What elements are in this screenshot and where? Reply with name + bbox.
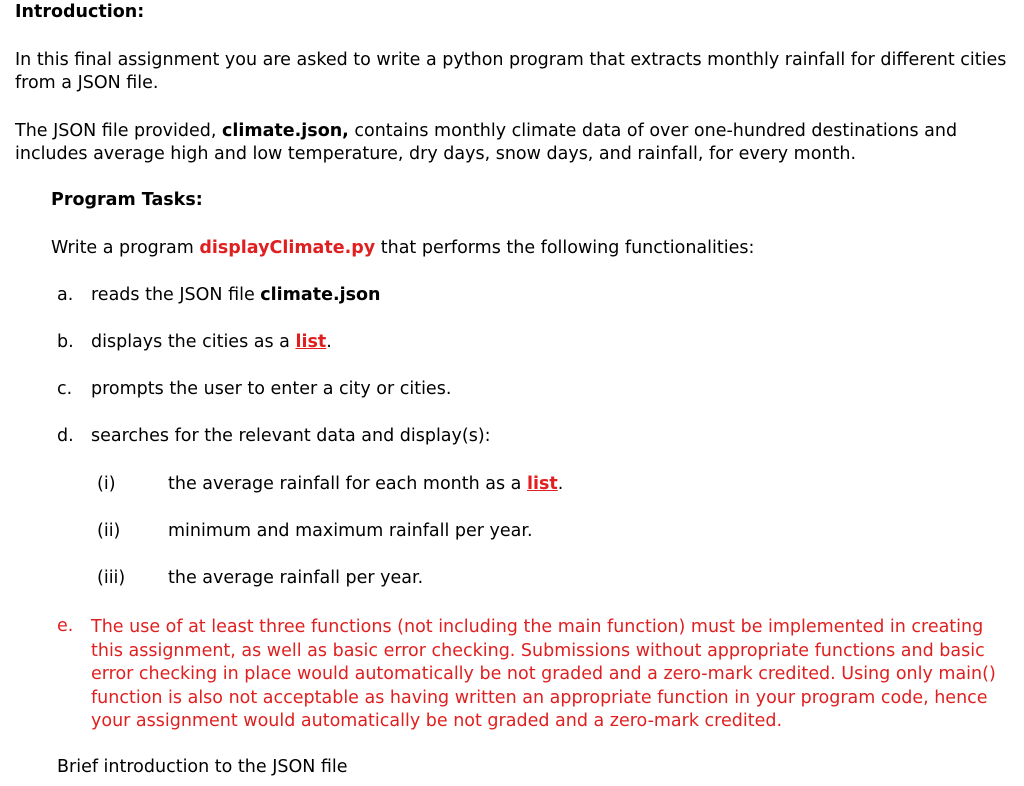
item-b-label: b. bbox=[57, 332, 74, 352]
json-description-text-end: contains monthly climate data of over one-hundred destinations and includes average high and low temperature, dry days, snow days, and rainfall, for every month. bbox=[15, 121, 958, 164]
subitem-iii-label: (iii) bbox=[97, 568, 126, 588]
tasks-heading: Program Tasks: bbox=[51, 190, 203, 210]
subitem-i-text-end: . bbox=[557, 474, 564, 494]
item-a-text bbox=[91, 285, 381, 305]
item-a-text-start: reads the JSON file bbox=[91, 285, 261, 305]
intro-paragraph: In this final assignment you are asked to write a python program that extracts monthly rainfall for different cities from a JSON file. bbox=[15, 50, 1007, 93]
subitem-i-text bbox=[168, 474, 563, 494]
subitem-i-text-start: the average rainfall for each month as a bbox=[168, 474, 527, 494]
write-program-line bbox=[51, 238, 754, 258]
program-name: displayClimate.py bbox=[199, 238, 376, 258]
json-description-text-start: The JSON file provided, bbox=[15, 121, 222, 141]
item-e-text: The use of at least three functions (not including the main function) must be implemented in creating this assignment, as well as basic error checking. Submissions without appropriate functions and basic error checking in place would automatically be not graded and a zero-mark credited. Using only main() function is also not acceptable as having written an appropriate function in your program code, hence your assignment would automatically be not graded and a zero-mark credited. bbox=[91, 617, 996, 731]
subitem-i-label: (i) bbox=[97, 474, 116, 494]
item-b-text-end: . bbox=[326, 332, 332, 352]
item-e-label: e. bbox=[57, 616, 74, 636]
write-line-start: Write a program bbox=[51, 238, 200, 258]
item-a-filename: climate.json bbox=[260, 285, 381, 305]
write-line-end: that performs the following functionalities: bbox=[375, 238, 755, 258]
subitem-ii-text: minimum and maximum rainfall per year. bbox=[168, 521, 533, 541]
subitem-iii-text: the average rainfall per year. bbox=[168, 568, 424, 588]
item-d-text: searches for the relevant data and display(s): bbox=[91, 426, 491, 446]
item-c-label: c. bbox=[57, 379, 73, 399]
json-intro-footer: Brief introduction to the JSON file bbox=[57, 757, 348, 777]
intro-heading: Introduction: bbox=[15, 2, 145, 22]
item-d-label: d. bbox=[57, 426, 74, 446]
subitem-ii-label: (ii) bbox=[97, 521, 121, 541]
list-link[interactable]: list bbox=[295, 332, 327, 352]
list-link[interactable]: list bbox=[526, 474, 558, 494]
item-b-text-start: displays the cities as a bbox=[91, 332, 296, 352]
item-b-text bbox=[91, 332, 332, 352]
item-c-text: prompts the user to enter a city or cities. bbox=[91, 379, 452, 399]
json-description-paragraph bbox=[15, 120, 1010, 166]
json-filename: climate.json, bbox=[221, 121, 349, 141]
item-a-label: a. bbox=[57, 285, 74, 305]
